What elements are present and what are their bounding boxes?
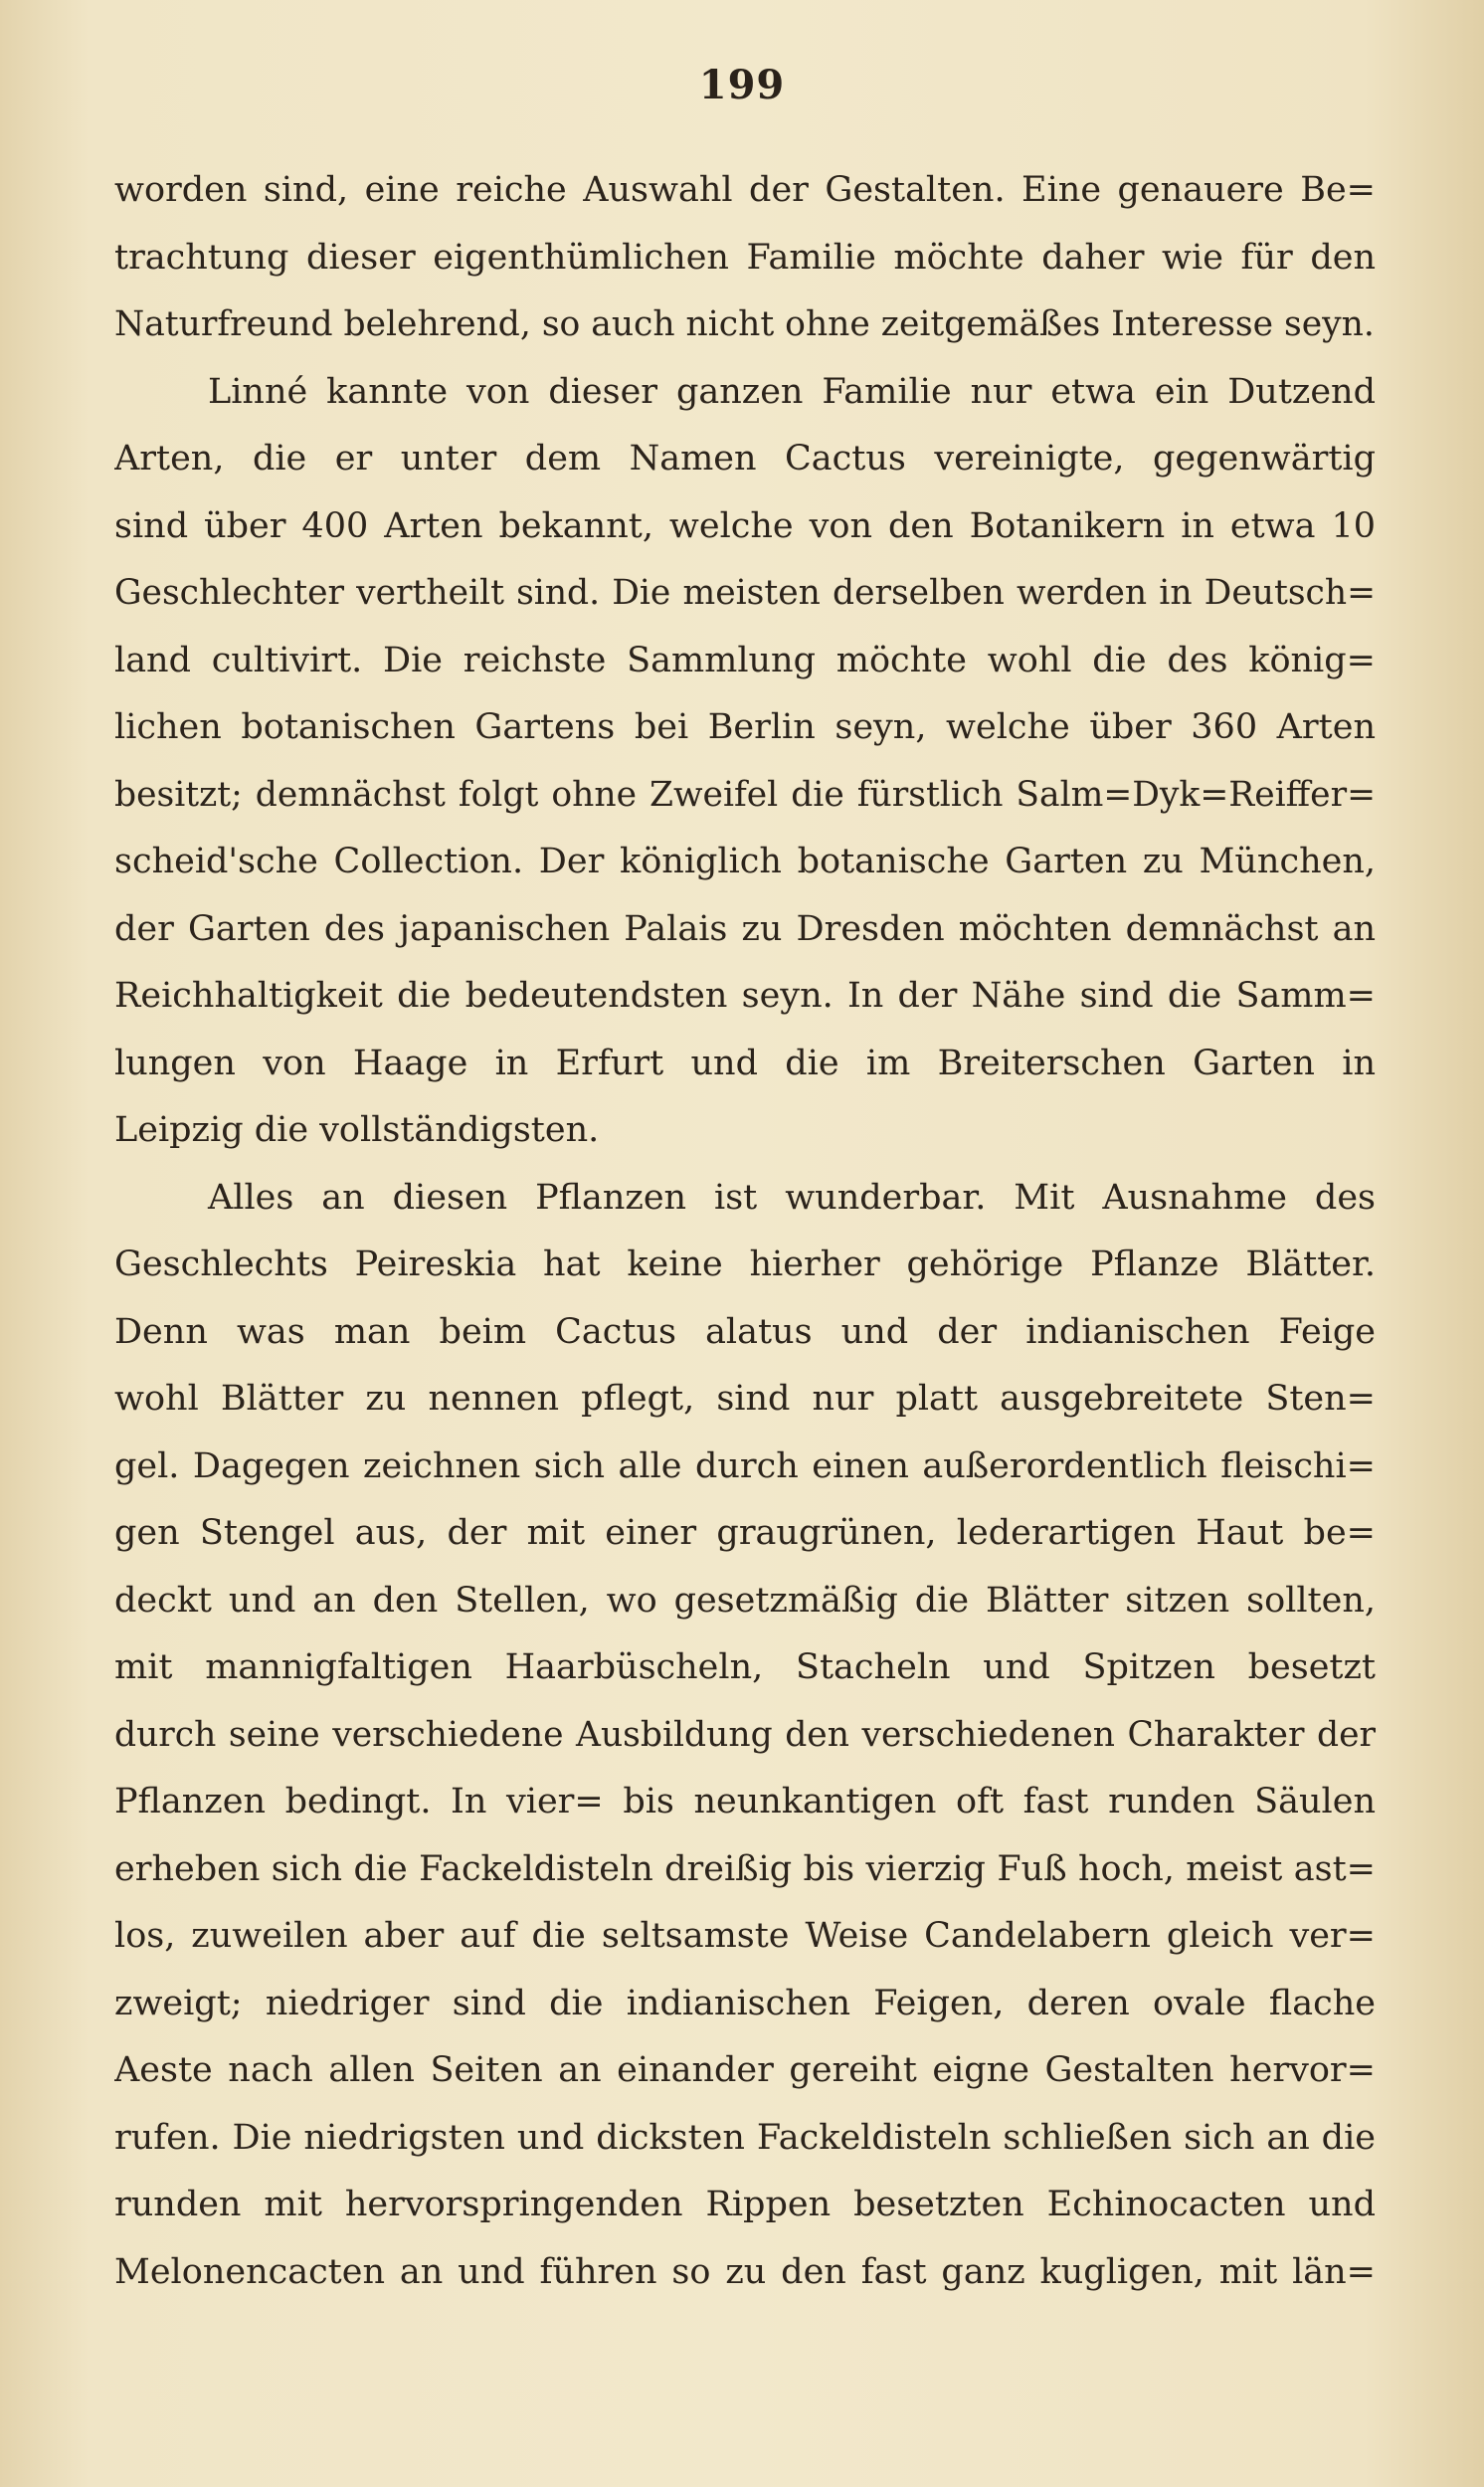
text-line: Geschlechter vertheilt sind. Die meisten derselben werden in Deutsch= [114,573,1376,613]
text-line: Arten, die er unter dem Namen Cactus vereinigte, gegenwärtig [114,439,1376,478]
text-line: Aeste nach allen Seiten an einander gereiht eigne Gestalten hervor= [114,2050,1376,2090]
text-line: Naturfreund belehrend, so auch nicht ohne zeitgemäßes Interesse seyn. [114,304,1375,344]
body-text [114,157,1376,2306]
text-line: zweigt; niedriger sind die indianischen Feigen, deren ovale flache [114,1983,1376,2023]
text-line: wohl Blätter zu nennen pflegt, sind nur platt ausgebreitete Sten= [114,1379,1376,1419]
text-line: Pflanzen bedingt. In vier= bis neunkantigen oft fast runden Säulen [114,1782,1376,1821]
text-line: rufen. Die niedrigsten und dicksten Fackeldisteln schließen sich an die [114,2117,1376,2158]
text-line: los, zuweilen aber auf die seltsamste Weise Candelabern gleich ver= [114,1916,1376,1956]
text-line: lichen botanischen Gartens bei Berlin seyn, welche über 360 Arten [114,707,1376,747]
text-line: Linné kannte von dieser ganzen Familie nur etwa ein Dutzend [208,371,1376,412]
text-line: durch seine verschiedene Ausbildung den verschiedenen Charakter der [114,1714,1376,1755]
text-line: trachtung dieser eigenthümlichen Familie möchte daher wie für den [114,237,1376,278]
text-line: land cultivirt. Die reichste Sammlung möchte wohl die des könig= [114,640,1376,680]
text-line: gel. Dagegen zeichnen sich alle durch einen außerordentlich fleischi= [114,1445,1376,1486]
text-line: mit mannigfaltigen Haarbüscheln, Stacheln und Spitzen besetzt [114,1647,1376,1687]
text-line: Melonencacten an und führen so zu den fast ganz kugligen, mit län= [114,2251,1376,2292]
text-line: worden sind, eine reiche Auswahl der Gestalten. Eine genauere Be= [114,170,1376,210]
text-line: besitzt; demnächst folgt ohne Zweifel die fürstlich Salm=Dyk=Reiffer= [114,774,1376,815]
text-line: runden mit hervorspringenden Rippen besetzten Echinocacten und [114,2185,1376,2224]
text-line: scheid'sche Collection. Der königlich botanische Garten zu München, [114,842,1376,881]
text-line: deckt und an den Stellen, wo gesetzmäßig die Blätter sitzen sollten, [114,1580,1376,1621]
text-line: der Garten des japanischen Palais zu Dresden möchten demnächst an [114,908,1376,949]
paragraph-2 [114,359,1376,1165]
text-line: erheben sich die Fackeldisteln dreißig bis vierzig Fuß hoch, meist ast= [114,1848,1376,1889]
page-number: 199 [698,62,786,108]
text-line: gen Stengel aus, der mit einer graugrünen, lederartigen Haut be= [114,1513,1376,1553]
text-line: Denn was man beim Cactus alatus und der indianischen Feige [114,1311,1376,1352]
paragraph-3 [114,1165,1376,2307]
paragraph-1 [114,157,1376,359]
text-line: lungen von Haage in Erfurt und die im Breiterschen Garten in [114,1043,1376,1083]
text-line: Geschlechts Peireskia hat keine hierher gehörige Pflanze Blätter. [114,1244,1376,1284]
text-line: Reichhaltigkeit die bedeutendsten seyn. In der Nähe sind die Samm= [114,976,1376,1016]
text-line: Alles an diesen Pflanzen ist wunderbar. Mit Ausnahme des [208,1177,1376,1218]
text-line: sind über 400 Arten bekannt, welche von den Botanikern in etwa 10 [114,505,1376,546]
text-line: Leipzig die vollständigsten. [114,1110,600,1150]
